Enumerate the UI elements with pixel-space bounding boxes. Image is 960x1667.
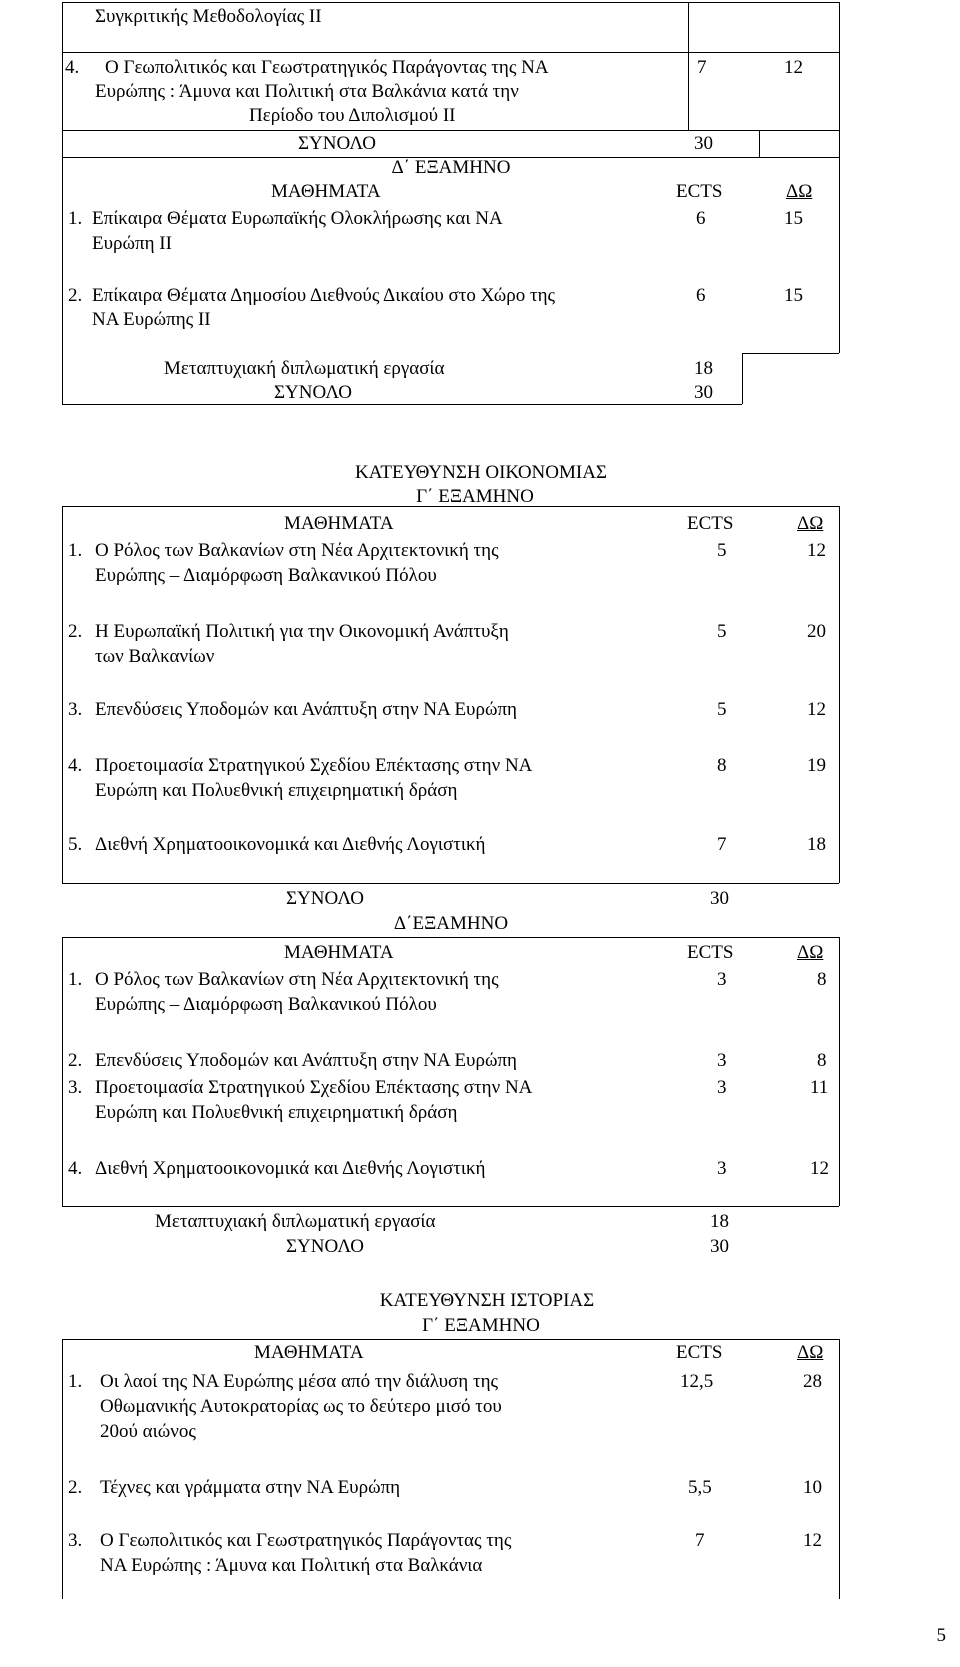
course-title: Τέχνες και γράμματα στην ΝΑ Ευρώπη: [100, 1477, 401, 1498]
course-number: 1.: [68, 540, 83, 561]
table-border: [742, 353, 839, 354]
header-dw: ΔΩ: [797, 1342, 824, 1363]
course-title: Οι λαοί της ΝΑ Ευρώπης μέσα από την διάλυση της: [100, 1371, 499, 1392]
course-dw: 8: [817, 969, 827, 990]
course-dw: 18: [807, 834, 826, 855]
course-ects: 6: [696, 285, 706, 306]
direction-title: ΚΑΤΕΥΘΥΝΣΗ ΙΣΤΟΡΙΑΣ: [379, 1290, 595, 1311]
total-value: 30: [710, 1236, 729, 1257]
total-label: ΣΥΝΟΛΟ: [274, 382, 353, 403]
table-border: [62, 937, 839, 938]
table-border: [62, 2, 839, 3]
semester-title: Δ΄ΕΞΑΜΗΝΟ: [393, 913, 509, 934]
course-title: Ευρώπη και Πολυεθνική επιχειρηματική δράση: [95, 1102, 458, 1123]
course-title: Ευρώπη και Πολυεθνική επιχειρηματική δράση: [95, 780, 458, 801]
table-border: [62, 1339, 63, 1599]
course-dw: 15: [784, 285, 803, 306]
course-dw: 20: [807, 621, 826, 642]
course-title: Ευρώπη ΙΙ: [92, 233, 172, 254]
course-title: Επίκαιρα Θέματα Ευρωπαϊκής Ολοκλήρωσης και ΝΑ: [92, 208, 503, 229]
course-ects: 3: [717, 1158, 727, 1179]
header-ects: ECTS: [676, 181, 723, 202]
course-ects: 5: [717, 621, 727, 642]
header-dw: ΔΩ: [786, 181, 813, 202]
semester-title: Δ΄ ΕΞΑΜΗΝΟ: [391, 157, 511, 178]
course-title: Οθωμανικής Αυτοκρατορίας ως το δεύτερο μισό του: [100, 1396, 502, 1417]
table-border: [742, 353, 743, 404]
course-ects: 7: [695, 1530, 705, 1551]
course-ects: 7: [717, 834, 727, 855]
total-value: 30: [694, 133, 713, 154]
course-title: Επενδύσεις Υποδομών και Ανάπτυξη στην ΝΑ Ευρώπη: [95, 699, 517, 720]
course-ects: 5: [717, 540, 727, 561]
course-number: 3.: [68, 699, 83, 720]
course-dw: 11: [810, 1077, 829, 1098]
thesis-value: 18: [710, 1211, 729, 1232]
course-title: Ο Ρόλος των Βαλκανίων στη Νέα Αρχιτεκτονική της: [95, 969, 499, 990]
table-border: [62, 404, 742, 405]
table-border: [839, 157, 840, 353]
course-title: Περίοδο του Διπολισμού ΙΙ: [249, 105, 456, 126]
course-dw: 12: [803, 1530, 822, 1551]
course-ects: 8: [717, 755, 727, 776]
course-title: Προετοιμασία Στρατηγικού Σχεδίου Επέκτασης στην ΝΑ: [95, 1077, 533, 1098]
table-border: [839, 2, 840, 157]
course-ects: 7: [697, 57, 707, 78]
course-dw: 12: [784, 57, 803, 78]
course-title: Διεθνή Χρηματοοικονομικά και Διεθνής Λογιστική: [95, 1158, 486, 1179]
table-border: [62, 1206, 839, 1207]
course-ects: 5,5: [688, 1477, 712, 1498]
course-number: 4.: [68, 755, 83, 776]
course-dw: 12: [807, 540, 826, 561]
total-value: 30: [710, 888, 729, 909]
thesis-label: Μεταπτυχιακή διπλωματική εργασία: [164, 358, 445, 379]
table-border: [62, 1339, 839, 1340]
course-dw: 8: [817, 1050, 827, 1071]
course-title: Ευρώπης – Διαμόρφωση Βαλκανικού Πόλου: [95, 565, 437, 586]
table-border: [759, 130, 760, 157]
header-courses: ΜΑΘΗΜΑΤΑ: [271, 181, 381, 202]
course-title: Η Ευρωπαϊκή Πολιτική για την Οικονομική Ανάπτυξη: [95, 621, 509, 642]
course-number: 2.: [68, 285, 83, 306]
course-title: ΝΑ Ευρώπης : Άμυνα και Πολιτική στα Βαλκάνια: [100, 1555, 483, 1576]
course-title: Ευρώπης : Άμυνα και Πολιτική στα Βαλκάνια κατά την: [95, 81, 519, 102]
table-border: [62, 883, 839, 884]
course-title: Επενδύσεις Υποδομών και Ανάπτυξη στην ΝΑ Ευρώπη: [95, 1050, 517, 1071]
semester-title: Γ΄ ΕΞΑΜΗΝΟ: [416, 486, 534, 507]
course-ects: 6: [696, 208, 706, 229]
course-number: 3.: [68, 1077, 83, 1098]
course-title: των Βαλκανίων: [95, 646, 215, 667]
course-ects: 3: [717, 1077, 727, 1098]
course-number: 5.: [68, 834, 83, 855]
course-title: Διεθνή Χρηματοοικονομικά και Διεθνής Λογιστική: [95, 834, 486, 855]
course-number: 1.: [68, 1371, 83, 1392]
table-border: [62, 52, 839, 53]
table-border: [62, 937, 63, 1206]
header-courses: ΜΑΘΗΜΑΤΑ: [284, 513, 394, 534]
course-ects: 5: [717, 699, 727, 720]
course-title: Προετοιμασία Στρατηγικού Σχεδίου Επέκτασης στην ΝΑ: [95, 755, 533, 776]
course-number: 2.: [68, 1050, 83, 1071]
header-ects: ECTS: [687, 513, 734, 534]
table-border: [62, 130, 839, 131]
course-title-continued: Συγκριτικής Μεθοδολογίας ΙΙ: [95, 6, 322, 27]
course-number: 2.: [68, 1477, 83, 1498]
course-title: Ευρώπης – Διαμόρφωση Βαλκανικού Πόλου: [95, 994, 437, 1015]
course-number: 4.: [65, 57, 80, 78]
course-dw: 12: [810, 1158, 829, 1179]
course-ects: 3: [717, 969, 727, 990]
total-label: ΣΥΝΟΛΟ: [298, 133, 377, 154]
course-ects: 12,5: [680, 1371, 714, 1392]
table-border: [62, 157, 63, 404]
header-ects: ECTS: [687, 942, 734, 963]
course-dw: 15: [784, 208, 803, 229]
thesis-label: Μεταπτυχιακή διπλωματική εργασία: [155, 1211, 436, 1232]
course-ects: 3: [717, 1050, 727, 1071]
course-dw: 28: [803, 1371, 822, 1392]
course-title: Ο Γεωπολιτικός και Γεωστρατηγικός Παράγοντας της ΝΑ: [105, 57, 549, 78]
header-ects: ECTS: [676, 1342, 723, 1363]
course-number: 1.: [68, 208, 83, 229]
course-number: 1.: [68, 969, 83, 990]
course-number: 3.: [68, 1530, 83, 1551]
course-title: Επίκαιρα Θέματα Δημοσίου Διεθνούς Δικαίου στο Χώρο της: [92, 285, 556, 306]
total-value: 30: [694, 382, 713, 403]
header-dw: ΔΩ: [797, 942, 824, 963]
semester-title: Γ΄ ΕΞΑΜΗΝΟ: [422, 1315, 540, 1336]
header-courses: ΜΑΘΗΜΑΤΑ: [284, 942, 394, 963]
course-title: Ο Ρόλος των Βαλκανίων στη Νέα Αρχιτεκτονική της: [95, 540, 499, 561]
header-courses: ΜΑΘΗΜΑΤΑ: [254, 1342, 364, 1363]
table-border: [62, 506, 63, 883]
course-title: 20ού αιώνος: [100, 1421, 196, 1442]
table-border: [839, 937, 840, 1206]
table-border: [839, 506, 840, 883]
thesis-value: 18: [694, 358, 713, 379]
table-border: [839, 1339, 840, 1599]
header-dw: ΔΩ: [797, 513, 824, 534]
course-number: 2.: [68, 621, 83, 642]
course-dw: 10: [803, 1477, 822, 1498]
page-number: 5: [936, 1625, 946, 1646]
table-border: [688, 2, 689, 130]
course-title: ΝΑ Ευρώπης ΙΙ: [92, 309, 211, 330]
table-border: [62, 2, 63, 157]
course-number: 4.: [68, 1158, 83, 1179]
total-label: ΣΥΝΟΛΟ: [286, 888, 365, 909]
total-label: ΣΥΝΟΛΟ: [286, 1236, 365, 1257]
course-dw: 19: [807, 755, 826, 776]
course-title: Ο Γεωπολιτικός και Γεωστρατηγικός Παράγοντας της: [100, 1530, 512, 1551]
direction-title: ΚΑΤΕΥΘΥΝΣΗ ΟΙΚΟΝΟΜΙΑΣ: [355, 462, 607, 483]
course-dw: 12: [807, 699, 826, 720]
